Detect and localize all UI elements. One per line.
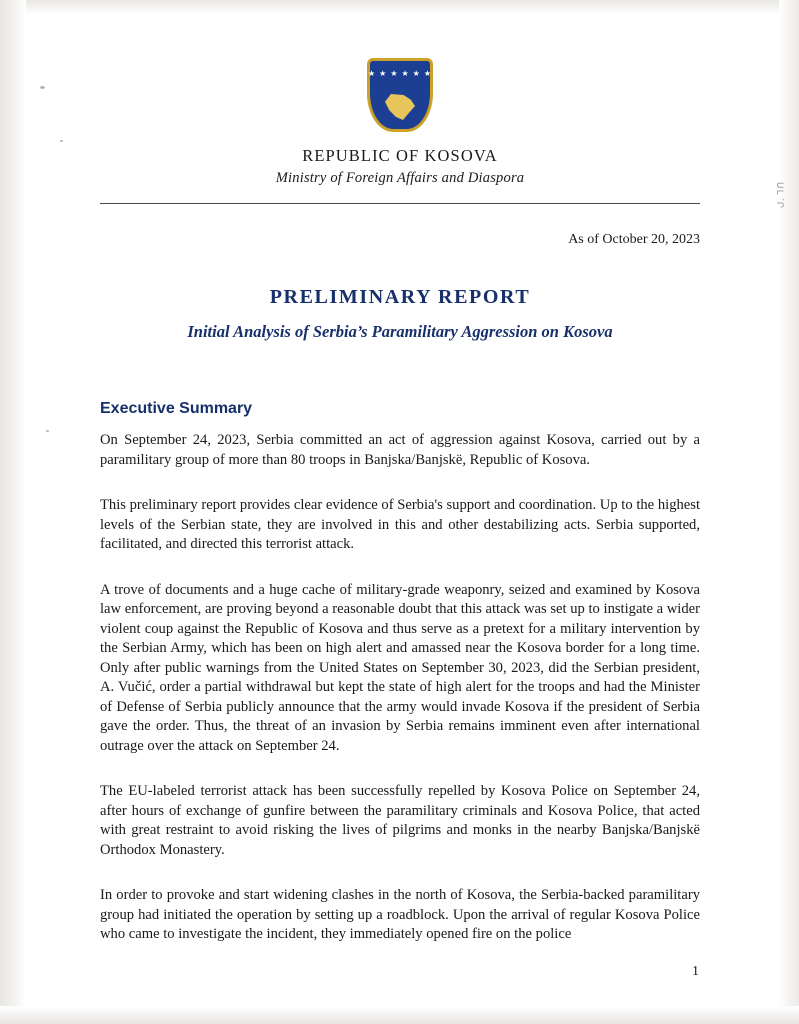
date-line: As of October 20, 2023	[568, 232, 700, 247]
page-number: 1	[692, 964, 699, 979]
scan-speck	[46, 430, 49, 432]
section-heading-executive-summary: Executive Summary	[100, 400, 253, 417]
scan-speck	[60, 140, 63, 142]
paragraph: In order to provoke and start widening clashes in the north of Kosova, the Serbia-backed paramilitary group had initiated the operation by setting up a roadblock. Upon the arrival of regular Kosova Police who came to investigate the incident, they immediately opened fire on the police	[100, 887, 700, 942]
margin-note: ՍԼ ՛Ր	[775, 182, 785, 209]
paragraph: A trove of documents and a huge cache of military-grade weaponry, seized and examined by Kosova law enforcement, are proving beyond a reasonable doubt that this attack was set up to instigate a wider violent coup against the Republic of Kosova and thus serve as a pretext for a military intervention by the Serbian Army, which has been on high alert and amassed near the Kosova border for a long time. Only after public warnings from the United States on September 30, 2023, did the Serbian president, A. Vučić, order a partial withdrawal but kept the state of high alert for the troops and had the Minister of Defense of Serbia publicly announce that the army would invade Kosova if the president of Serbia gave the order. Thus, the threat of an invasion by Serbia remains imminent even after international outrage over the attack on September 24.	[100, 581, 700, 754]
page-subtitle: Initial Analysis of Serbia’s Paramilitary Aggression on Kosova	[187, 322, 613, 341]
scan-edge-right	[779, 0, 799, 1024]
header-divider	[100, 203, 700, 204]
stars-arc: ★ ★ ★ ★ ★ ★	[367, 69, 433, 78]
kosovo-coat-of-arms-icon	[367, 58, 433, 132]
paragraph: On September 24, 2023, Serbia committed an act of aggression against Kosova, carried out by a paramilitary group of more than 80 troops in Banjska/Banjskë, Republic of Kosova.	[100, 432, 700, 468]
ministry-name: Ministry of Foreign Affairs and Diaspora	[275, 170, 525, 186]
scan-edge-bottom	[0, 1006, 799, 1024]
country-name: REPUBLIC OF KOSOVA	[302, 146, 498, 165]
scan-edge-left	[0, 0, 26, 1024]
emblem-container	[100, 58, 700, 132]
document-content	[100, 0, 700, 945]
page-title: PRELIMINARY REPORT	[269, 286, 531, 308]
paragraph: This preliminary report provides clear evidence of Serbia's support and coordination. Up to the highest levels of the Serbian state, they are involved in this and other destabilizing acts. Serbia supported, facilitated, and directed this terrorist attack.	[100, 497, 700, 552]
paragraph: The EU-labeled terrorist attack has been successfully repelled by Kosova Police on September 24, after hours of exchange of gunfire between the paramilitary criminals and Kosova Police, that acted with great restraint to avoid risking the lives of pilgrims and monks in the nearby Banjska/Banjskë Orthodox Monastery.	[100, 783, 700, 858]
scan-speck	[40, 86, 45, 89]
